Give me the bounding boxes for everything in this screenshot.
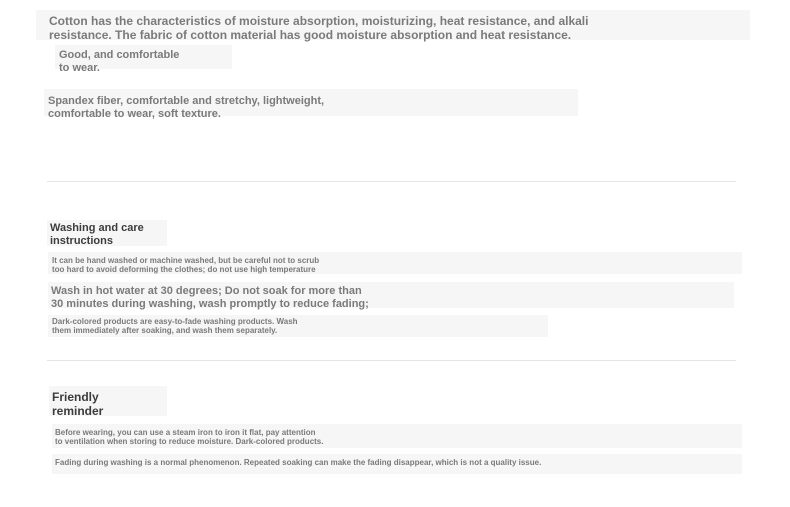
reminder-heading: Friendly reminder xyxy=(52,390,104,418)
washing-heading: Washing and care instructions xyxy=(50,222,144,247)
washing-item-2: Wash in hot water at 30 degrees; Do not soak for more than 30 minutes during washing, wash promptly to reduce fading; xyxy=(51,285,369,310)
reminder-item-2: Fading during washing is a normal phenomenon. Repeated soaking can make the fading disappear, which is not a quality issue. xyxy=(55,458,542,467)
section-divider xyxy=(47,181,736,182)
reminder-item-1: Before wearing, you can use a steam iron to iron it flat, pay attention to ventilation when storing to reduce moisture. Dark-colored products. xyxy=(55,428,324,447)
spandex-description: Spandex fiber, comfortable and stretchy, lightweight, comfortable to wear, soft texture. xyxy=(48,95,325,120)
washing-item-1: It can be hand washed or machine washed, but be careful not to scrub too hard to avoid deforming the clothes; do not use high temperature xyxy=(52,256,320,275)
washing-item-3: Dark-colored products are easy-to-fade washing products. Wash them immediately after soaking, and wash them separately. xyxy=(52,317,298,336)
comfort-note: Good, and comfortable to wear. xyxy=(59,49,180,74)
section-divider xyxy=(47,360,736,361)
cotton-description: Cotton has the characteristics of moisture absorption, moisturizing, heat resistance, and alkali resistance. The fabric of cotton material has good moisture absorption and heat resistance. xyxy=(49,14,589,42)
